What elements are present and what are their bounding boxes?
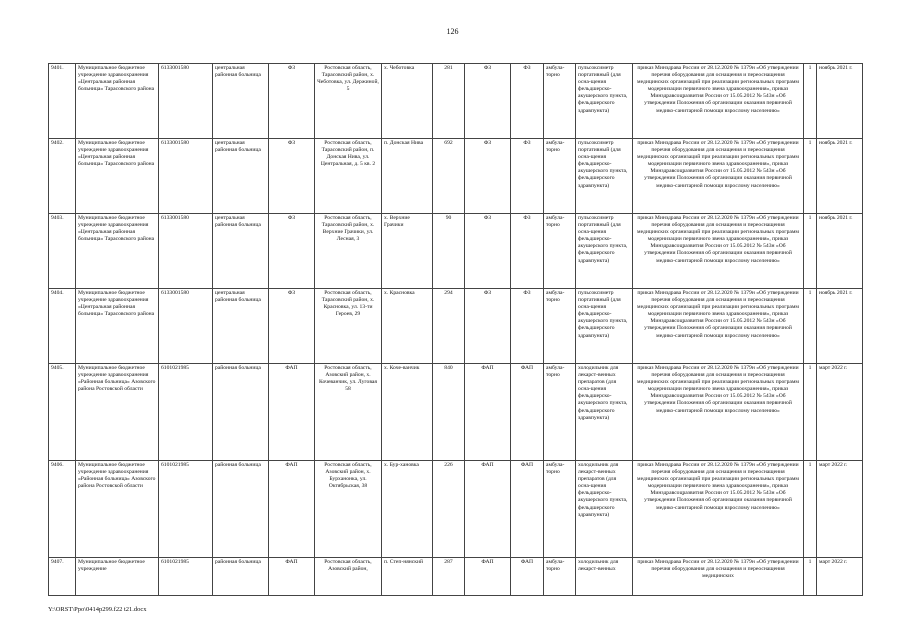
cell-org-code: 6133001580 (159, 289, 213, 364)
cell-date: ноябрь 2021 г. (817, 289, 863, 364)
cell-quantity: 1 (804, 289, 817, 364)
cell-settlement: п. Степ-нянский (382, 558, 433, 596)
cell-unit-type-1: ФЗ (465, 139, 511, 214)
cell-date: март 2022 г. (817, 461, 863, 558)
cell-population: 840 (433, 364, 465, 461)
cell-unit-kind: ФЗ (269, 214, 315, 289)
cell-unit-type-2: ФЗ (511, 64, 544, 139)
cell-org-code: 6101021985 (159, 558, 213, 596)
cell-unit-type-1: ФАП (465, 558, 511, 596)
table-row (49, 139, 863, 214)
cell-equipment: холодильник для лекарст-венных препаратов (для осна-щения фельдшерско-акушерского пункта, фельдшерского здравпункта) (576, 364, 633, 461)
cell-address: Ростовская область, Азовский район, (315, 558, 382, 596)
cell-settlement: х. Чеботовка (382, 64, 433, 139)
cell-unit-type-1: ФАП (465, 364, 511, 461)
cell-row-number: 9401. (49, 64, 76, 139)
table-row (49, 461, 863, 558)
cell-settlement: п. Донская Нива (382, 139, 433, 214)
cell-facility-type: центральная районная больница (213, 139, 269, 214)
cell-org-code: 6133001580 (159, 214, 213, 289)
cell-unit-type-2: ФЗ (511, 139, 544, 214)
cell-address: Ростовская область, Тарасовский район, х. Чеботовка, ул. Держиной, 5 (315, 64, 382, 139)
cell-care-mode: амбула-торно (544, 289, 576, 364)
cell-care-mode: амбула-торно (544, 558, 576, 596)
cell-regulation: приказ Минздрава России от 28.12.2020 № 1379н «Об утверждении перечня оборудования для оснащения и переоснащения медицинских организаций при реализации региональных программ модернизации первичного звена здравоохранения», приказ Минздравсоцразвития России от 15.05.2012 № 543н «Об утверждении Положения об организации оказания первичной медико-санитарной помощи взрослому населению» (633, 139, 804, 214)
cell-unit-type-1: ФЗ (465, 214, 511, 289)
cell-unit-type-1: ФАП (465, 461, 511, 558)
cell-row-number: 9403. (49, 214, 76, 289)
cell-date: март 2022 г. (817, 364, 863, 461)
cell-date: ноябрь 2021 г. (817, 214, 863, 289)
cell-population: 90 (433, 214, 465, 289)
cell-org-code: 6133001580 (159, 139, 213, 214)
cell-organization-name: Муниципальное бюджетное учреждение здравоохранения «Центральная районная больница» Тарасовского района (76, 64, 159, 139)
equipment-table (48, 63, 863, 596)
cell-facility-type: центральная районная больница (213, 64, 269, 139)
table-row (49, 64, 863, 139)
cell-facility-type: центральная районная больница (213, 289, 269, 364)
cell-date: ноябрь 2021 г. (817, 139, 863, 214)
cell-organization-name: Муниципальное бюджетное учреждение (76, 558, 159, 596)
cell-population: 226 (433, 461, 465, 558)
cell-regulation: приказ Минздрава России от 28.12.2020 № 1379н «Об утверждении перечня оборудования для оснащения и переоснащения медицинских (633, 558, 804, 596)
cell-row-number: 9402. (49, 139, 76, 214)
cell-unit-kind: ФЗ (269, 64, 315, 139)
cell-row-number: 9407. (49, 558, 76, 596)
cell-regulation: приказ Минздрава России от 28.12.2020 № 1379н «Об утверждении перечня оборудования для оснащения и переоснащения медицинских организаций при реализации региональных программ модернизации первичного звена здравоохранения», приказ Минздравсоцразвития России от 15.05.2012 № 543н «Об утверждении Положения об организации оказания первичной медико-санитарной помощи взрослому населению» (633, 214, 804, 289)
cell-address: Ростовская область, Азовский район, х. Бурханонка, ул. Октябрьская, 38 (315, 461, 382, 558)
cell-care-mode: амбула-торно (544, 64, 576, 139)
cell-address: Ростовская область, Тарасовский район, п. Донская Нива, ул. Центральная, д. 5 кв. 2 (315, 139, 382, 214)
cell-unit-type-2: ФЗ (511, 214, 544, 289)
cell-row-number: 9406. (49, 461, 76, 558)
cell-quantity: 1 (804, 558, 817, 596)
cell-organization-name: Муниципальное бюджетное учреждение здравоохранения «Районная больница» Азовского района Ростовской области (76, 461, 159, 558)
cell-org-code: 6101021985 (159, 364, 213, 461)
cell-unit-kind: ФАП (269, 364, 315, 461)
cell-address: Ростовская область, Тарасовский район, х. Верхние Грачики, ул. Лесная, 3 (315, 214, 382, 289)
table-row (49, 558, 863, 596)
cell-care-mode: амбула-торно (544, 461, 576, 558)
cell-unit-type-2: ФАП (511, 558, 544, 596)
cell-regulation: приказ Минздрава России от 28.12.2020 № 1379н «Об утверждении перечня оборудования для оснащения и переоснащения медицинских организаций при реализации региональных программ модернизации первичного звена здравоохранения», приказ Минздравсоцразвития России от 15.05.2012 № 543н «Об утверждении Положения об организации оказания первичной медико-санитарной помощи взрослому населению» (633, 289, 804, 364)
cell-equipment: холодильник для лекарст-венных препаратов (для осна-щения фельдшерско-акушерского пункта, фельдшерского здравпункта) (576, 461, 633, 558)
cell-organization-name: Муниципальное бюджетное учреждение здравоохранения «Центральная районная больница» Тарасовского района (76, 139, 159, 214)
cell-equipment: пульсоксиметр портативный (для осна-щения фельдшерско-акушерского пункта, фельдшерского здравпункта) (576, 214, 633, 289)
cell-quantity: 1 (804, 139, 817, 214)
cell-care-mode: амбула-торно (544, 364, 576, 461)
cell-regulation: приказ Минздрава России от 28.12.2020 № 1379н «Об утверждении перечня оборудования для оснащения и переоснащения медицинских организаций при реализации региональных программ модернизации первичного звена здравоохранения», приказ Минздравсоцразвития России от 15.05.2012 № 543н «Об утверждении Положения об организации оказания первичной медико-санитарной помощи взрослому населению» (633, 364, 804, 461)
cell-date: март 2022 г. (817, 558, 863, 596)
cell-quantity: 1 (804, 64, 817, 139)
cell-equipment: пульсоксиметр портативный (для осна-щения фельдшерско-акушерского пункта, фельдшерского здравпункта) (576, 139, 633, 214)
cell-settlement: х. Верхние Грачики (382, 214, 433, 289)
cell-organization-name: Муниципальное бюджетное учреждение здравоохранения «Центральная районная больница» Тарасовского района (76, 289, 159, 364)
cell-unit-type-2: ФЗ (511, 289, 544, 364)
cell-settlement: х. Бур-хановка (382, 461, 433, 558)
table-row (49, 214, 863, 289)
cell-address: Ростовская область, Азовский район, х. Кочеванчик, ул. Луговая 58 (315, 364, 382, 461)
cell-organization-name: Муниципальное бюджетное учреждение здравоохранения «Районная больница» Азовского района Ростовской области (76, 364, 159, 461)
cell-quantity: 1 (804, 214, 817, 289)
page-number: 126 (446, 27, 459, 36)
cell-care-mode: амбула-торно (544, 139, 576, 214)
cell-row-number: 9404. (49, 289, 76, 364)
cell-care-mode: амбула-торно (544, 214, 576, 289)
cell-regulation: приказ Минздрава России от 28.12.2020 № 1379н «Об утверждении перечня оборудования для оснащения и переоснащения медицинских организаций при реализации региональных программ модернизации первичного звена здравоохранения», приказ Минздравсоцразвития России от 15.05.2012 № 543н «Об утверждении Положения об организации оказания первичной медико-санитарной помощи взрослому населению» (633, 461, 804, 558)
cell-equipment: холодильник для лекарст-венных (576, 558, 633, 596)
cell-unit-kind: ФЗ (269, 139, 315, 214)
cell-equipment: пульсоксиметр портативный (для осна-щения фельдшерско-акушерского пункта, фельдшерского здравпункта) (576, 289, 633, 364)
cell-facility-type: районная больница (213, 364, 269, 461)
file-path-footer: Y:\ORST\Ppo\0414p299.f22 t21.docx (48, 606, 147, 613)
cell-row-number: 9405. (49, 364, 76, 461)
cell-facility-type: центральная районная больница (213, 214, 269, 289)
cell-date: ноябрь 2021 г. (817, 64, 863, 139)
table-row (49, 364, 863, 461)
cell-org-code: 6101021985 (159, 461, 213, 558)
table-row (49, 289, 863, 364)
cell-unit-type-1: ФЗ (465, 289, 511, 364)
cell-quantity: 1 (804, 364, 817, 461)
cell-unit-type-2: ФАП (511, 461, 544, 558)
cell-settlement: х. Коче-ванчик (382, 364, 433, 461)
cell-unit-kind: ФАП (269, 461, 315, 558)
cell-equipment: пульсоксиметр портативный (для осна-щения фельдшерско-акушерского пункта, фельдшерского здравпункта) (576, 64, 633, 139)
cell-population: 294 (433, 289, 465, 364)
cell-organization-name: Муниципальное бюджетное учреждение здравоохранения «Центральная районная больница» Тарасовского района (76, 214, 159, 289)
cell-population: 692 (433, 139, 465, 214)
cell-population: 281 (433, 64, 465, 139)
cell-facility-type: районная больница (213, 558, 269, 596)
cell-regulation: приказ Минздрава России от 28.12.2020 № 1379н «Об утверждении перечня оборудования для оснащения и переоснащения медицинских организаций при реализации региональных программ модернизации первичного звена здравоохранения», приказ Минздравсоцразвития России от 15.05.2012 № 543н «Об утверждении Положения об организации оказания первичной медико-санитарной помощи взрослому населению» (633, 64, 804, 139)
cell-quantity: 1 (804, 461, 817, 558)
cell-address: Ростовская область, Тарасовский район, х. Красновка, ул. 13-ти Героев, 29 (315, 289, 382, 364)
cell-unit-kind: ФЗ (269, 289, 315, 364)
cell-unit-type-2: ФАП (511, 364, 544, 461)
cell-settlement: х. Красновка (382, 289, 433, 364)
cell-org-code: 6133001580 (159, 64, 213, 139)
cell-population: 287 (433, 558, 465, 596)
cell-facility-type: районная больница (213, 461, 269, 558)
cell-unit-kind: ФАП (269, 558, 315, 596)
cell-unit-type-1: ФЗ (465, 64, 511, 139)
